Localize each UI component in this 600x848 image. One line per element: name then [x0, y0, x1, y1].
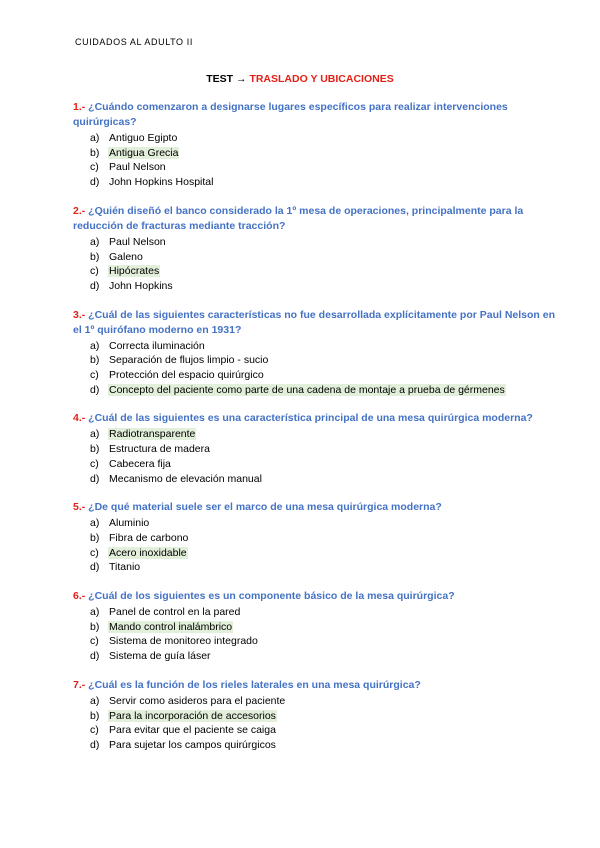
question-number: 6.-	[73, 590, 86, 603]
option-text: Sistema de guía láser	[109, 650, 211, 663]
option-correct	[73, 146, 563, 161]
question-text	[73, 204, 563, 234]
option-text: John Hopkins Hospital	[109, 176, 214, 189]
option-letter: b)	[90, 443, 100, 456]
option	[73, 235, 563, 250]
question-text	[73, 411, 563, 426]
option-letter: c)	[90, 457, 99, 470]
option-text: Para sujetar los campos quirúrgicos	[109, 738, 276, 751]
option-list	[73, 427, 563, 486]
question-number: 7.-	[73, 678, 86, 691]
option-text: John Hopkins	[109, 279, 173, 292]
option-list	[73, 516, 563, 575]
option-text: Separación de flujos limpio - sucio	[109, 354, 269, 367]
option-list	[73, 131, 563, 190]
option	[73, 738, 563, 753]
document-header: CUIDADOS AL ADULTO II	[75, 37, 193, 47]
option-text: Protección del espacio quirúrgico	[109, 369, 264, 382]
option-letter: a)	[90, 606, 100, 619]
option	[73, 339, 563, 354]
option	[73, 175, 563, 190]
option	[73, 442, 563, 457]
question-4	[73, 411, 563, 486]
question-3	[73, 308, 563, 398]
option-list	[73, 605, 563, 664]
option-letter: a)	[90, 694, 100, 707]
option-correct	[73, 264, 563, 279]
option-letter: d)	[90, 561, 100, 574]
option-letter: c)	[90, 369, 99, 382]
option-letter: a)	[90, 517, 100, 530]
question-1	[73, 100, 563, 190]
question-number: 2.-	[73, 204, 86, 217]
page-title	[0, 73, 600, 85]
question-6	[73, 589, 563, 664]
option-letter: a)	[90, 428, 100, 441]
option-list	[73, 694, 563, 753]
option	[73, 160, 563, 175]
option-letter: a)	[90, 132, 100, 144]
option-letter: d)	[90, 383, 100, 396]
option	[73, 605, 563, 620]
option-text: Para la incorporación de accesorios	[109, 709, 276, 722]
option	[73, 649, 563, 664]
option-letter: c)	[90, 546, 99, 559]
option-correct	[73, 383, 563, 398]
question-text	[73, 589, 563, 604]
option	[73, 131, 563, 146]
option-text: Titanio	[109, 561, 141, 574]
option-text: Aluminio	[109, 517, 150, 530]
option-text: Paul Nelson	[109, 161, 166, 174]
question-prompt: ¿Cuál de las siguientes características no fue desarrollada explícitamente por Paul Nelson en el 1º quirófano moderno en 1931?	[73, 308, 556, 336]
option-letter: b)	[90, 146, 100, 159]
option-letter: d)	[90, 650, 100, 663]
option-letter: a)	[90, 235, 100, 248]
option-letter: b)	[90, 531, 100, 544]
option	[73, 516, 563, 531]
option-letter: d)	[90, 738, 100, 751]
option-text: Hipócrates	[109, 265, 160, 278]
option-correct	[73, 427, 563, 442]
question-prompt: ¿De qué material suele ser el marco de una mesa quirúrgica moderna?	[85, 501, 442, 514]
question-7	[73, 678, 563, 753]
option-letter: a)	[90, 339, 100, 352]
option	[73, 250, 563, 265]
option-text: Antiguo Egipto	[109, 132, 178, 144]
option-letter: b)	[90, 709, 100, 722]
option-correct	[73, 709, 563, 724]
title-prefix: TEST →	[206, 73, 250, 85]
option	[73, 634, 563, 649]
question-prompt: ¿Cuál de las siguientes es una característica principal de una mesa quirúrgica moderna?	[85, 412, 533, 425]
option-text: Sistema de monitoreo integrado	[109, 635, 258, 648]
option-text: Servir como asideros para el paciente	[109, 694, 286, 707]
question-number: 5.-	[73, 501, 86, 514]
question-5	[73, 500, 563, 575]
question-text	[73, 308, 563, 338]
option-letter: d)	[90, 176, 100, 189]
option	[73, 560, 563, 575]
option	[73, 457, 563, 472]
option-letter: b)	[90, 354, 100, 367]
option-text: Fibra de carbono	[109, 531, 189, 544]
option-letter: b)	[90, 620, 100, 633]
question-prompt: ¿Cuál de los siguientes es un componente básico de la mesa quirúrgica?	[85, 590, 455, 603]
option-letter: c)	[90, 635, 99, 648]
question-prompt: ¿Quién diseñó el banco considerado la 1º mesa de operaciones, principalmente para la reducción de fracturas mediante tracción?	[73, 204, 524, 232]
question-text	[73, 500, 563, 515]
option-text: Panel de control en la pared	[109, 606, 241, 619]
option	[73, 694, 563, 709]
option-letter: c)	[90, 724, 99, 737]
question-prompt: ¿Cuál es la función de los rieles laterales en una mesa quirúrgica?	[85, 678, 421, 691]
option-letter: d)	[90, 279, 100, 292]
option	[73, 279, 563, 294]
option-text: Mando control inalámbrico	[109, 620, 233, 633]
option-text: Correcta iluminación	[109, 339, 205, 352]
question-number: 1.-	[73, 101, 86, 113]
option-text: Mecanismo de elevación manual	[109, 472, 262, 485]
question-number: 3.-	[73, 308, 86, 321]
question-prompt: ¿Cuándo comenzaron a designarse lugares específicos para realizar intervenciones quirúrgicas?	[73, 101, 508, 128]
option-text: Paul Nelson	[109, 235, 166, 248]
option-text: Para evitar que el paciente se caiga	[109, 724, 276, 737]
title-topic: TRASLADO Y UBICACIONES	[249, 73, 394, 85]
question-text	[73, 678, 563, 693]
option-correct	[73, 546, 563, 561]
option	[73, 531, 563, 546]
option-list	[73, 339, 563, 398]
option-text: Acero inoxidable	[109, 546, 187, 559]
option-text: Cabecera fija	[109, 457, 171, 470]
option-text: Antigua Grecia	[109, 146, 179, 159]
question-2	[73, 204, 563, 294]
question-number: 4.-	[73, 412, 86, 425]
option-correct	[73, 620, 563, 635]
question-text	[73, 100, 563, 130]
option	[73, 723, 563, 738]
option-letter: b)	[90, 250, 100, 263]
option-text: Concepto del paciente como parte de una cadena de montaje a prueba de gérmenes	[109, 383, 505, 396]
option-text: Galeno	[109, 250, 143, 263]
option-letter: d)	[90, 472, 100, 485]
option-list	[73, 235, 563, 294]
option-text: Radiotransparente	[109, 428, 196, 441]
option-letter: c)	[90, 265, 99, 278]
option	[73, 353, 563, 368]
option	[73, 472, 563, 487]
option-text: Estructura de madera	[109, 443, 210, 456]
option-letter: c)	[90, 161, 99, 174]
question-list	[73, 100, 563, 767]
option	[73, 368, 563, 383]
